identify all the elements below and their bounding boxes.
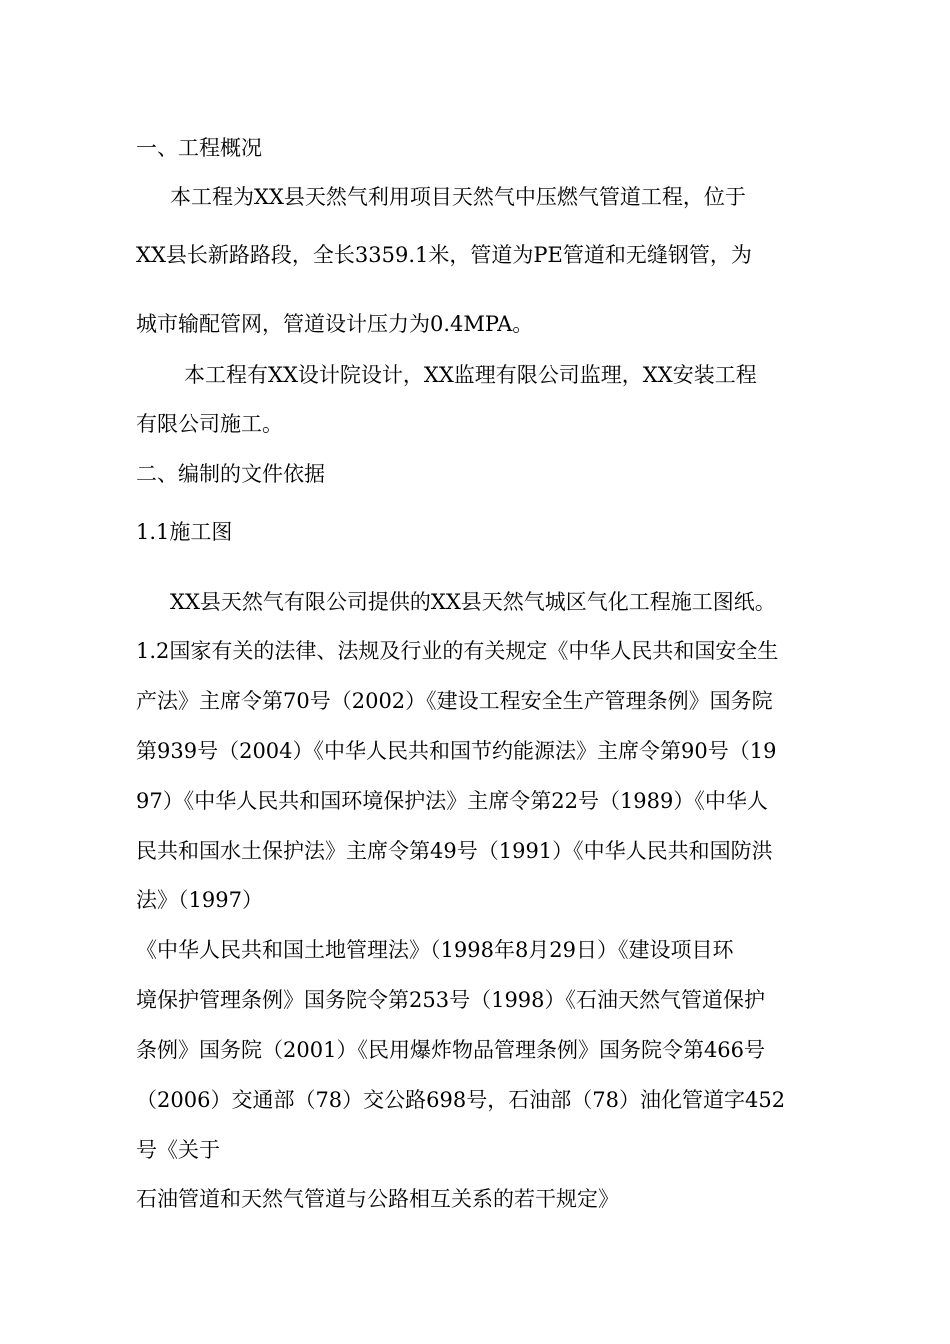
paragraph-line: 法》（1997）	[136, 888, 263, 912]
paragraph-line: 第939号（2004）《中华人民共和国节约能源法》主席令第90号（19	[136, 739, 777, 763]
paragraph-line: 97）《中华人民共和国环境保护法》主席令第22号（1989）《中华人	[136, 789, 768, 813]
paragraph-line: 号《关于	[136, 1138, 220, 1162]
paragraph-line: 石油管道和天然气管道与公路相互关系的若干规定》	[136, 1187, 619, 1211]
paragraph-line: 《中华人民共和国土地管理法》（1998年8月29日）《建设项目环	[136, 938, 734, 962]
section-heading-basis: 二、编制的文件依据	[136, 462, 325, 486]
paragraph-line: 有限公司施工。	[136, 412, 283, 436]
subsection-heading-drawings: 1.1施工图	[136, 520, 233, 544]
paragraph-line: 城市输配管网，管道设计压力为0.4MPA。	[136, 312, 534, 336]
paragraph-line: 条例》国务院（2001）《民用爆炸物品管理条例》国务院令第466号	[136, 1038, 766, 1062]
paragraph-line: 本工程有XX设计院设计，XX监理有限公司监理，XX安装工程	[184, 363, 757, 387]
section-heading-overview: 一、工程概况	[136, 136, 262, 160]
paragraph-line: （2006）交通部（78）交公路698号，石油部（78）油化管道字452	[136, 1088, 786, 1112]
paragraph-line: 1.2国家有关的法律、法规及行业的有关规定《中华人民共和国安全生	[136, 639, 779, 663]
paragraph-line: XX县长新路路段，全长3359.1米，管道为PE管道和无缝钢管，为	[136, 243, 752, 267]
paragraph-line: 境保护管理条例》国务院令第253号（1998）《石油天然气管道保护	[136, 988, 766, 1012]
paragraph-line: XX县天然气有限公司提供的XX县天然气城区气化工程施工图纸。	[170, 590, 776, 614]
paragraph-line: 民共和国水土保护法》主席令第49号（1991）《中华人民共和国防洪	[136, 839, 773, 863]
paragraph-line: 产法》主席令第70号（2002）《建设工程安全生产管理条例》国务院	[136, 689, 773, 713]
paragraph-line: 本工程为XX县天然气利用项目天然气中压燃气管道工程，位于	[170, 185, 746, 209]
